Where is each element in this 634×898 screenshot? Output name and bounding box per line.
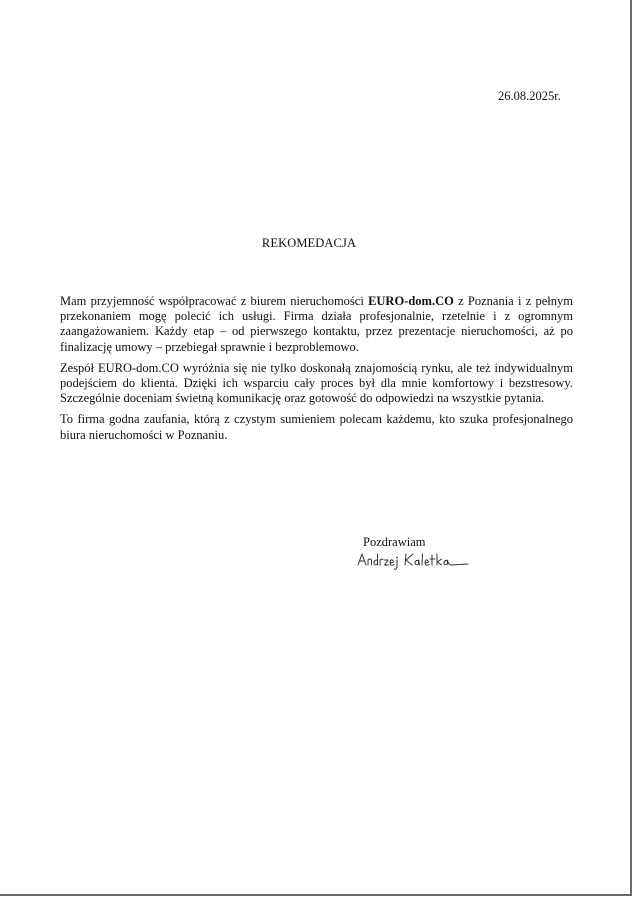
company-name: EURO-dom.CO (368, 294, 454, 308)
paragraph-1 (60, 294, 573, 355)
letter-date: 26.08.2025r. (498, 89, 561, 103)
paragraph-1-suffix: z Poznania i z pełnym przekonaniem mogę polecić ich usługi. Firma działa profesjonalnie, rzetelnie i z ogromnym zaangażowaniem. Każdy etap – od pierwszego kontaktu, przez prezentacje nieruchomości, aż po finalizację umowy – przebiegał sprawnie i bezproblemowo. (60, 294, 573, 354)
letter-body (60, 294, 573, 449)
paragraph-1-prefix: Mam przyjemność współpracować z biurem nieruchomości (60, 294, 369, 308)
paragraph-3: To firma godna zaufania, którą z czystym sumieniem polecam każdemu, kto szuka profesjonalnego biura nieruchomości w Poznaniu. (60, 412, 573, 442)
closing-greeting: Pozdrawiam (363, 535, 426, 549)
handwritten-signature (356, 549, 476, 571)
letter-title: REKOMEDACJA (261, 236, 357, 250)
paragraph-2: Zespół EURO-dom.CO wyróżnia się nie tylko doskonałą znajomością rynku, ale też indywidualnym podejściem do klienta. Dzięki ich wsparciu cały proces był dla mnie komfortowy i bezstresowy. Szczególnie doceniam świetną komunikację oraz gotowość do odpowiedzi na wszystkie pytania. (60, 360, 573, 406)
